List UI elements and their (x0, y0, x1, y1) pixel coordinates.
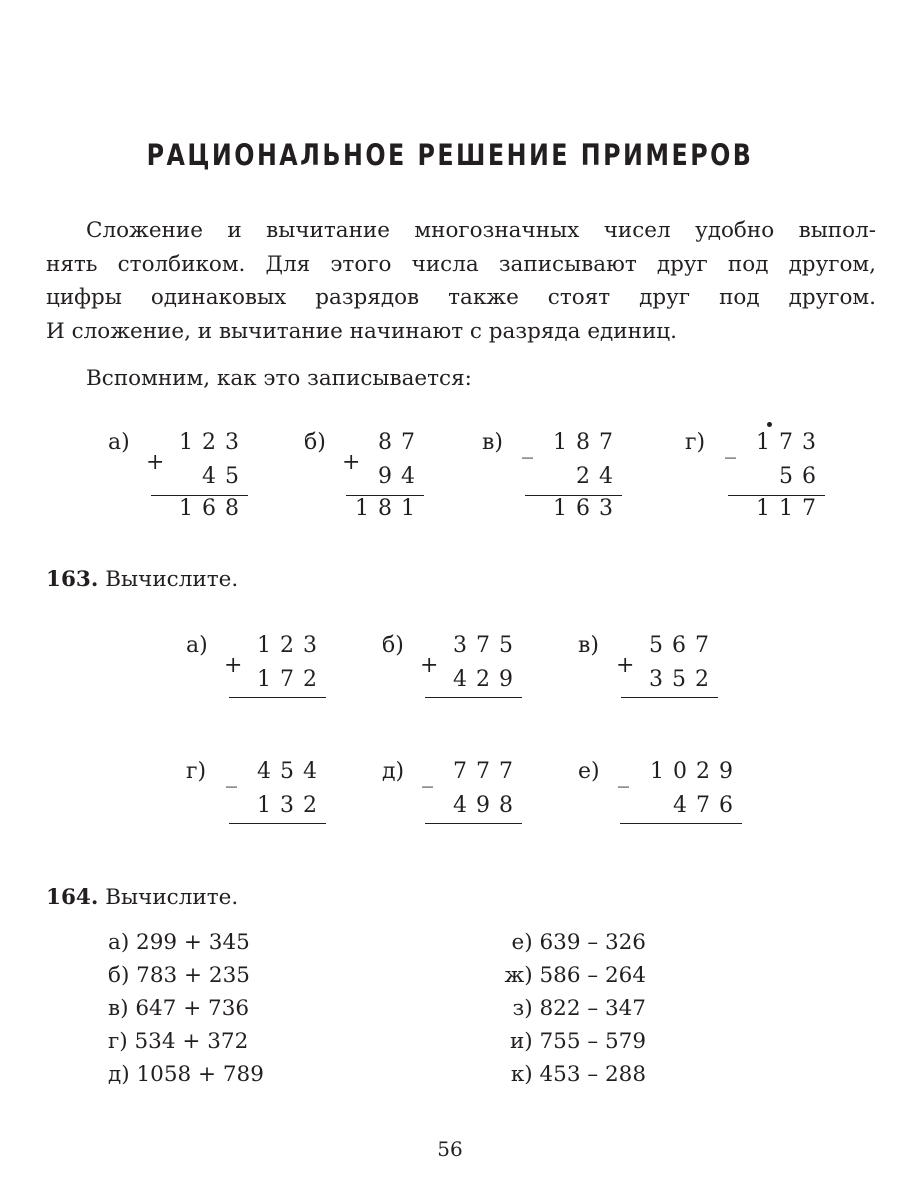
example-a (108, 430, 248, 530)
result-number: 163 (553, 496, 622, 521)
recall-text: Вспомним, как это записывается: (86, 366, 472, 391)
list-item: в) 647 + 736 (108, 996, 250, 1021)
intro-line: Сложение и вычитание многозначных чисел удобно выпол- (86, 218, 876, 243)
list-item: к) 453 – 288 (510, 1062, 646, 1087)
list-item: г) 534 + 372 (108, 1029, 249, 1054)
task-number: 164. (46, 885, 99, 910)
result-number: 117 (756, 496, 825, 521)
top-number: 375 (453, 633, 522, 658)
bottom-number: 45 (202, 464, 248, 489)
top-number: 1029 (650, 759, 742, 784)
bottom-number: 498 (453, 793, 522, 818)
example-label: в) (482, 430, 503, 455)
top-number: 123 (257, 633, 326, 658)
item-label: б) (382, 633, 404, 658)
task-163-a (186, 633, 326, 703)
task-163-e (578, 759, 742, 829)
list-item: а) 299 + 345 (108, 930, 250, 955)
list-item: б) 783 + 235 (108, 963, 250, 988)
top-number: 123 (179, 430, 248, 455)
answer-line (425, 697, 522, 698)
page-title: РАЦИОНАЛЬНОЕ РЕШЕНИЕ ПРИМЕРОВ (146, 138, 754, 172)
answer-line (229, 697, 326, 698)
operation-sign: + (616, 653, 635, 678)
top-number: 87 (378, 430, 424, 455)
answer-line (229, 823, 326, 824)
top-number: 173 (756, 430, 825, 455)
item-label: д) (382, 759, 405, 784)
operation-sign: _ (618, 763, 629, 788)
top-number: 187 (553, 430, 622, 455)
operation-sign: _ (226, 763, 237, 788)
task-163-v (578, 633, 718, 703)
bottom-number: 94 (378, 464, 424, 489)
bottom-number: 172 (257, 667, 326, 692)
task-163-b (382, 633, 522, 703)
item-label: в) (578, 633, 599, 658)
intro-paragraph (46, 214, 876, 348)
page-number: 56 (437, 1137, 463, 1161)
intro-line: цифры одинаковых разрядов также стоят друг под другом. (46, 285, 876, 310)
operation-sign: + (420, 653, 439, 678)
task-instruction: Вычислите. (105, 885, 239, 910)
list-item: и) 755 – 579 (509, 1029, 646, 1054)
top-number: 454 (257, 759, 326, 784)
operation-sign: _ (422, 763, 433, 788)
bottom-number: 429 (453, 667, 522, 692)
task-163-d (382, 759, 522, 829)
answer-line (621, 697, 718, 698)
operation-sign: _ (725, 434, 736, 459)
example-label: б) (304, 430, 326, 455)
operation-sign: + (146, 450, 165, 475)
intro-line: нять столбиком. Для этого числа записывают друг под другом, (46, 251, 876, 277)
intro-line: И сложение, и вычитание начинают с разряда единиц. (46, 318, 677, 344)
item-label: а) (186, 633, 208, 658)
example-b (304, 430, 424, 530)
item-label: е) (578, 759, 600, 784)
bottom-number: 24 (576, 464, 622, 489)
task-number: 163. (46, 567, 99, 592)
answer-line (620, 823, 742, 824)
operation-sign: _ (522, 434, 533, 459)
list-item: ж) 586 – 264 (504, 963, 646, 988)
bottom-number: 132 (257, 793, 326, 818)
bottom-number: 56 (779, 464, 825, 489)
answer-line (425, 823, 522, 824)
top-number: 567 (649, 633, 718, 658)
borrow-dot (767, 422, 772, 427)
list-item: д) 1058 + 789 (108, 1062, 264, 1087)
bottom-number: 476 (673, 793, 742, 818)
top-number: 777 (453, 759, 522, 784)
list-item: з) 822 – 347 (512, 996, 646, 1021)
task-164-heading (46, 885, 238, 910)
list-item: е) 639 – 326 (511, 930, 646, 955)
result-number: 168 (179, 496, 248, 521)
result-number: 181 (355, 496, 424, 521)
operation-sign: + (224, 653, 243, 678)
task-163-g (186, 759, 326, 829)
task-163-heading (46, 567, 238, 592)
example-g (685, 430, 825, 530)
example-label: г) (685, 430, 706, 455)
example-label: а) (108, 430, 130, 455)
task-instruction: Вычислите. (105, 567, 239, 592)
example-v (482, 430, 622, 530)
bottom-number: 352 (649, 667, 718, 692)
item-label: г) (186, 759, 207, 784)
operation-sign: + (342, 450, 361, 475)
